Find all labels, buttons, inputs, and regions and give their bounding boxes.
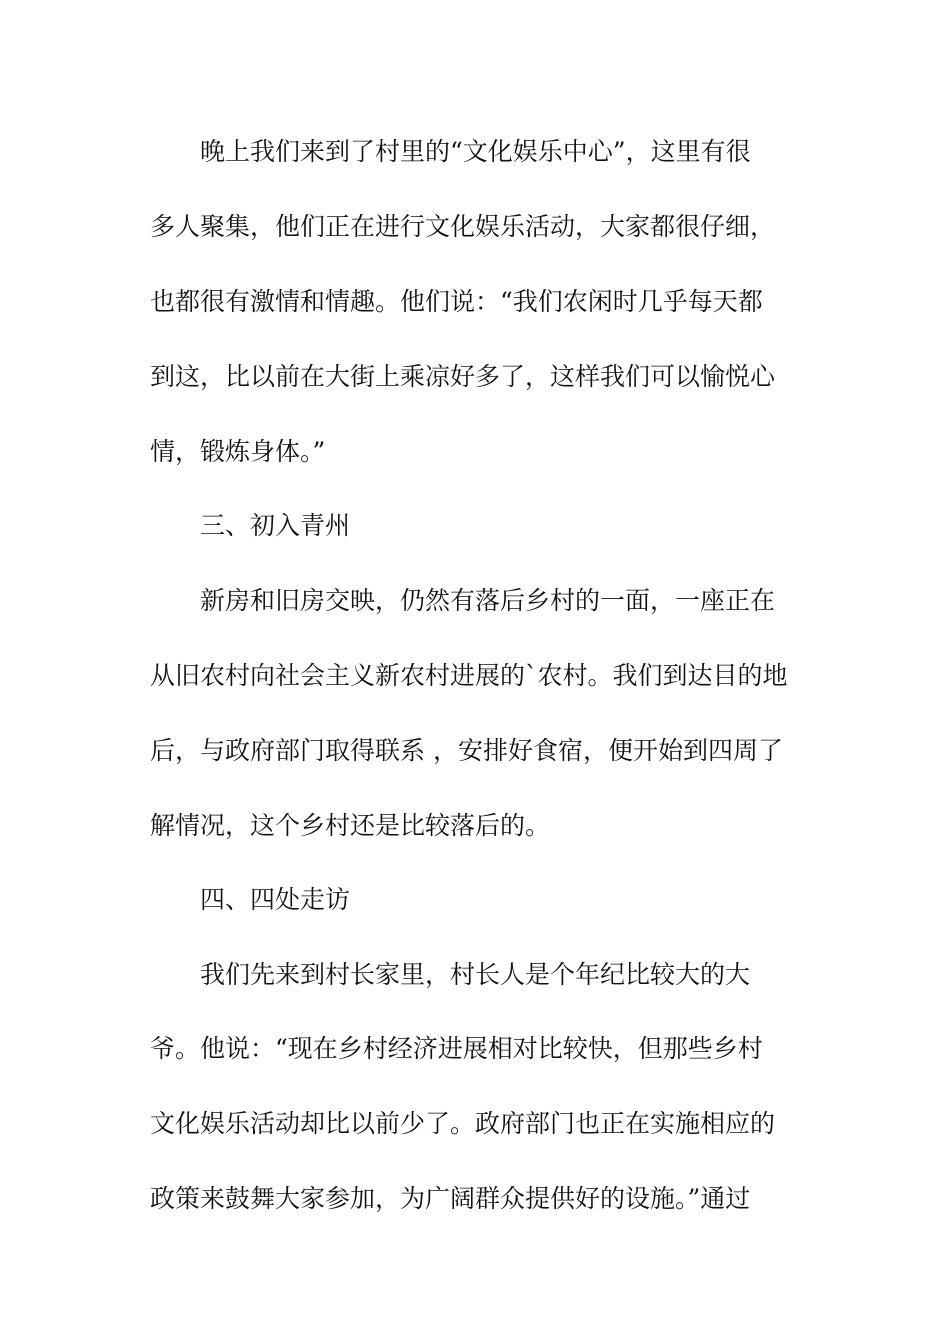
paragraph-line: 文化娱乐活动却比以前少了。政府部门也正在实施相应的 (150, 1109, 776, 1138)
paragraph-line: 也都很有激情和情趣。他们说：“我们农闲时几乎每天都 (150, 287, 763, 316)
paragraph-line: 多人聚集，他们正在进行文化娱乐活动，大家都很仔细， (150, 212, 776, 241)
paragraph-line: 爷。他说：“现在乡村经济进展相对比较快，但那些乡村 (150, 1034, 763, 1063)
paragraph-line: 从旧农村向社会主义新农村进展的`农村。我们到达目的地 (150, 661, 788, 690)
paragraph-line: 后，与政府部门取得联系 ，安排好食宿，便开始到四周了 (150, 736, 783, 765)
paragraph-line: 解情况，这个乡村还是比较落后的。 (150, 811, 551, 840)
paragraph-line: 情，锻炼身体。” (150, 437, 326, 466)
paragraph-line: 我们先来到村长家里，村长人是个年纪比较大的大 (200, 960, 751, 989)
paragraph-line: 政策来鼓舞大家参加，为广阔群众提供好的设施。”通过 (150, 1184, 751, 1213)
section-heading: 三、初入青州 (200, 511, 351, 540)
paragraph-line: 到这，比以前在大街上乘凉好多了，这样我们可以愉悦心 (150, 362, 776, 391)
paragraph-line: 晚上我们来到了村里的“文化娱乐中心”，这里有很 (200, 137, 751, 166)
paragraph-line: 新房和旧房交映，仍然有落后乡村的一面，一座正在 (200, 586, 776, 615)
section-heading: 四、四处走访 (200, 885, 351, 914)
